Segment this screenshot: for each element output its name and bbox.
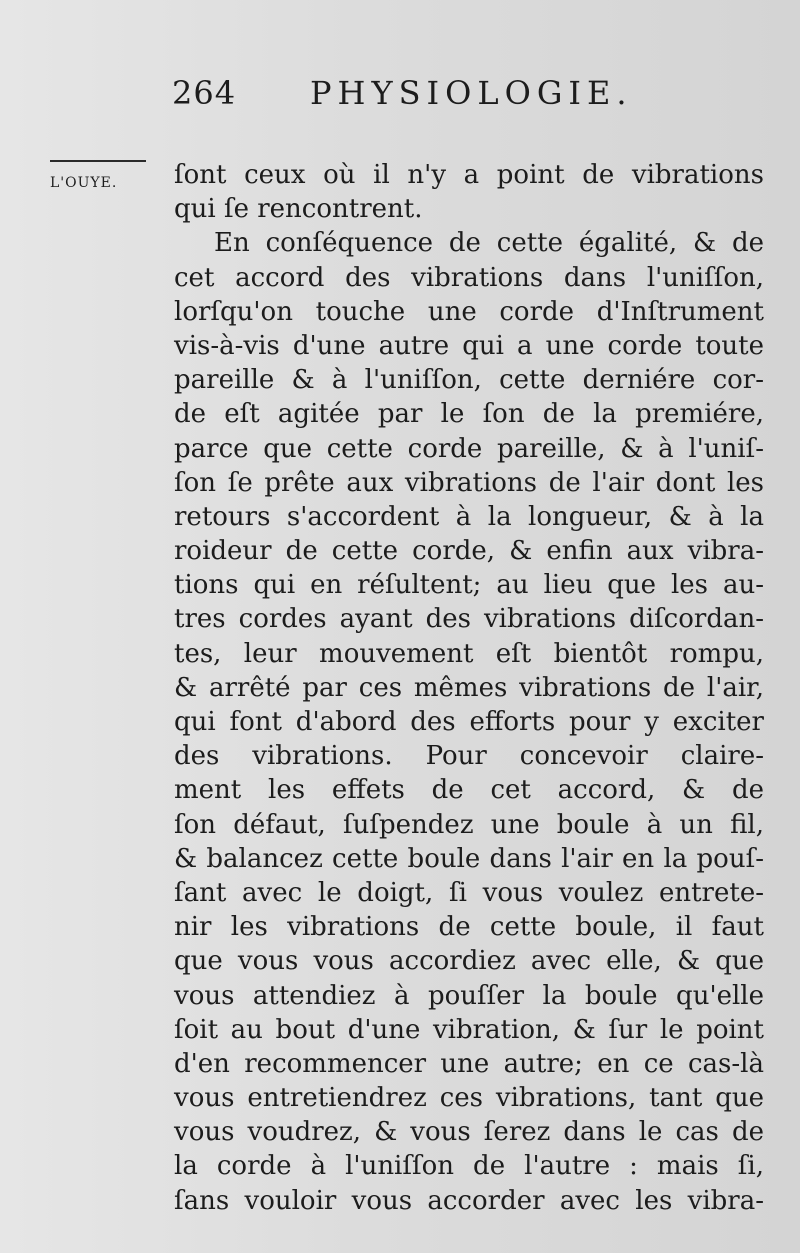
page-header bbox=[172, 74, 692, 126]
text-line: ſon ſe prête aux vibrations de l'air dont les bbox=[174, 467, 764, 498]
margin-note: L'OUYE. bbox=[50, 175, 118, 191]
text-line: ſont ceux où il n'y a point de vibrations bbox=[174, 160, 764, 190]
text-line: retours s'accordent à la longueur, & à la bbox=[174, 501, 764, 532]
text-line: ment les effets de cet accord, & de bbox=[174, 775, 764, 806]
text-line: vous attendiez à pouſſer la boule qu'elle bbox=[174, 980, 764, 1011]
text-line: roideur de cette corde, & enfin aux vibra- bbox=[174, 536, 764, 567]
text-line: la corde à l'uniſſon de l'autre : mais ſi, bbox=[174, 1151, 764, 1182]
text-line: que vous vous accordiez avec elle, & que bbox=[174, 946, 764, 977]
text-line: tions qui en réſultent; au lieu que les au- bbox=[174, 570, 764, 601]
text-line: parce que cette corde pareille, & à l'uniſ- bbox=[174, 433, 764, 464]
text-line: pareille & à l'uniſſon, cette derniére cor- bbox=[174, 365, 764, 396]
text-line: ſoit au bout d'une vibration, & ſur le point bbox=[174, 1014, 764, 1045]
text-line: tres cordes ayant des vibrations diſcordan- bbox=[174, 604, 764, 635]
text-line: lorſqu'on touche une corde d'Inſtrument bbox=[174, 296, 764, 327]
text-line: ſans vouloir vous accorder avec les vibra- bbox=[174, 1185, 764, 1216]
text-line: vous entretiendrez ces vibrations, tant que bbox=[174, 1083, 764, 1114]
text-line: vis-à-vis d'une autre qui a une corde toute bbox=[174, 330, 764, 361]
text-line: nir les vibrations de cette boule, il faut bbox=[174, 912, 764, 943]
running-head: PHYSIOLOGIE. bbox=[310, 74, 633, 112]
text-line: d'en recommencer une autre; en ce cas-là bbox=[174, 1048, 764, 1079]
text-line: qui ſe rencontrent. bbox=[174, 194, 423, 225]
text-line: & balancez cette boule dans l'air en la pouſ- bbox=[174, 843, 764, 874]
body-text bbox=[174, 158, 764, 1218]
text-line: qui font d'abord des efforts pour y exciter bbox=[174, 707, 764, 737]
text-line: ſon défaut, ſuſpendez une boule à un fil, bbox=[174, 809, 764, 840]
text-line: & arrêté par ces mêmes vibrations de l'air, bbox=[174, 672, 764, 703]
text-line: ſant avec le doigt, ſi vous voulez entrete- bbox=[174, 877, 764, 908]
margin-rule bbox=[50, 160, 146, 162]
text-line: cet accord des vibrations dans l'uniſſon, bbox=[174, 262, 764, 293]
text-line: de eſt agitée par le ſon de la premiére, bbox=[174, 399, 764, 430]
text-line: tes, leur mouvement eſt bientôt rompu, bbox=[174, 638, 764, 669]
text-line: En conſéquence de cette égalité, & de bbox=[214, 228, 764, 259]
text-line: vous voudrez, & vous ſerez dans le cas de bbox=[174, 1117, 764, 1148]
page-number: 264 bbox=[172, 74, 237, 112]
text-line: des vibrations. Pour concevoir claire- bbox=[174, 741, 764, 772]
